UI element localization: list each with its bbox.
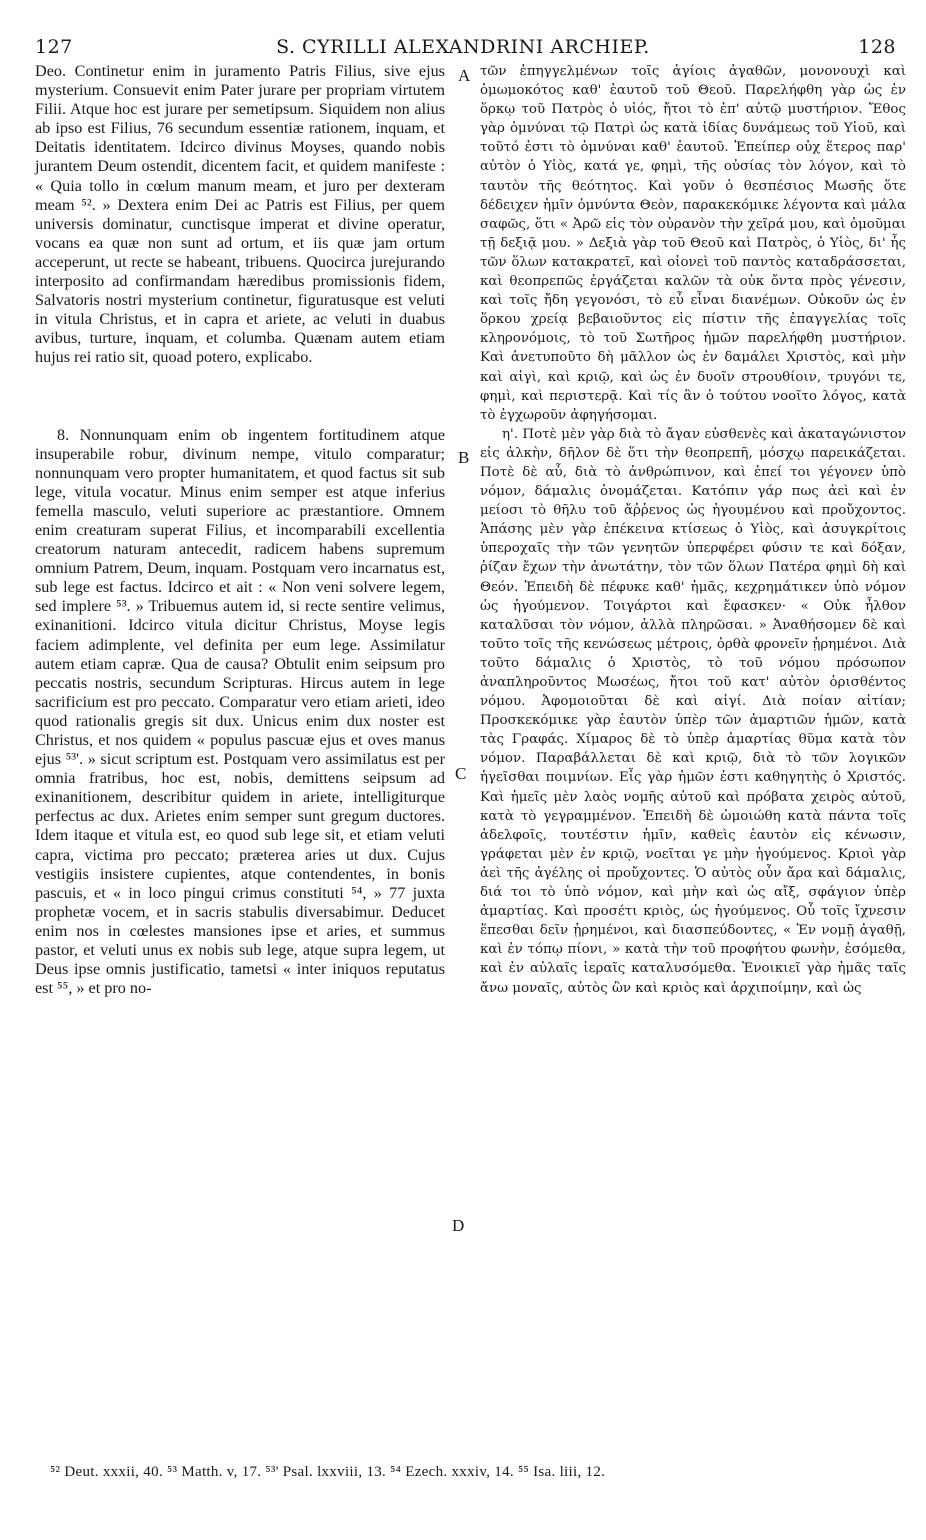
- margin-letter-b: B: [458, 448, 470, 467]
- greek-paragraph-2: η'. Ποτὲ μὲν γὰρ διὰ τὸ ἄγαν εὐσθενὲς καὶ ἀκαταγώνιστον εἰς ἀλκὴν, δῆλον δὲ ὅτι τὴν θεοπρεπῆ, μόσχῳ παρεικάζεται. Ποτὲ δὲ αὖ, διὰ τὸ ἀνθρώπινον, καὶ ἐπεί τοι γέγονεν ὑπὸ νόμον, δάμαλις ὀνομάζεται. Κατόπιν γάρ πως ἀεὶ καὶ ἐν μείοσι τὸ θῆλυ τοῦ ἄῤῥενος ὡς ἡγουμένου καὶ προὔχοντος. Ἁπάσης μὲν γὰρ ἐπέκεινα κτίσεως ὁ Υἱὸς, καὶ ἀσυγκρίτοις ὑπεροχαῖς τὴν τῶν γενητῶν ὑπερφέρει φύσιν τε καὶ δόξαν, ῥίζαν ἔχων τὴν ἀνωτάτην, τὸν τῶν ὅλων Πατέρα φημὶ δὴ καὶ Θεόν. Ἐπειδὴ δὲ πέφυκε καθ' ἡμᾶς, κεχρημάτικεν ὑπὸ νόμον ὡς ἡγούμενον. Τοιγάρτοι καὶ ἔφασκεν· « Οὐκ ἦλθον καταλῦσαι τὸν νόμον, ἀλλὰ πληρῶσαι. » Ἀναθήσομεν δὲ καὶ τοῦτο τοῖς τῆς κενώσεως μέτροις, ὀρθὰ φρονεῖν ᾑρημένοι. Διὰ τοῦτο δάμαλις ὁ Χριστὸς, τὸ τοῦ νόμου πρόσωπον ἀναπληροῦντος Μωσέως, ἤτοι τοῦ κατ' αὐτὸν ὁρισθέντος νόμου. Ἀφομοιοῦται δὲ καὶ αἰγί. Διὰ ποίαν αἰτίαν; Προσκεκόμικε γὰρ ἑαυτὸν ὑπὲρ τῶν ἁμαρτιῶν ἡμῶν, κατὰ τὰς Γραφάς. Χίμαρος δὲ τὸ ὑπὲρ ἁμαρτίας θῦμα κατὰ τὸν νόμον. Παραβάλλεται δὲ καὶ κριῷ, διὰ τὸ τῶν λογικῶν ἡγεῖσθαι ποιμνίων. Εἷς γὰρ ἡμῶν ἐστι καθηγητὴς ὁ Χριστός. Καὶ ἡμεῖς μὲν λαὸς νομῆς αὐτοῦ καὶ πρόβατα χειρὸς αὐτοῦ, κατὰ τὸ γεγραμμένον. Ἐπειδὴ δὲ ὡμοιώθη κατὰ πάντα τοῖς ἀδελφοῖς, τουτέστιν ἡμῖν, καθεὶς ἑαυτὸν εἰς κένωσιν, γράφεται μὲν ἐν κριῷ, νοεῖται γε μὴν ἡγούμενος. Κριοὶ γὰρ ἀεὶ τῆς ἀγέλης οἱ προὔχοντες. Ὁ αὐτὸς οὖν ἄρα καὶ δάμαλις, διά τοι τὸ ὑπὸ νόμον, καὶ μὴν καὶ ὡς αἴξ, σφάγιον ὑπὲρ ἁμαρτίας. Καὶ προσέτι κριὸς, ὡς ἡγούμενος. Οὗ τοῖς ἴχνεσιν ἕπεσθαι δεῖν ᾑρημένοι, καὶ διασπεύδοντες, « Ἐν νομῇ ἀγαθῇ, καὶ ἐν τόπῳ πίονι, » κατὰ τὴν τοῦ προφήτου φωνὴν, ἐσόμεθα, καὶ ἐν αὐλαῖς ἱεραῖς καταλυσόμεθα. Ἐνοικιεῖ γὰρ ἡμᾶς ταῖς ἄνω μοναῖς, αὐτὸς ὢν καὶ κριὸς καὶ ἀρχιποίμην, καὶ ὡς: [480, 426, 906, 996]
- latin-paragraph-2: 8. Nonnunquam enim ob ingentem fortitudinem atque insuperabile robur, divinum nempe, vitulo comparatur; nonnunquam vero propter humanitatem, et quod factus sit sub lege, vitula vocatur. Minus enim semper est atque inferius femella masculo, veluti superiore ac præstantiore. Omnem enim creaturam superat Filius, et incomparabili excellentia creatorum naturam antecedit, radicem habens supremum omnium Patrem, Deum, inquam. Postquam vero incarnatus est, sub lege est factus. Idcirco et ait : « Non veni solvere legem, sed implere ⁵³. » Tribuemus autem id, si recte sentire velimus, exinanitioni. Idcirco vitula dicitur Christus, Moyse legis faciem adimplente, vel definita per eum lege. Assimilatur autem etiam capræ. Qua de causa? Obtulit enim seipsum pro peccatis nostris, secundum Scripturas. Hircus autem in lege sacrificium est pro peccato. Comparatur vero etiam arieti, ideo quod rationalis gregis sit dux. Unicus enim dux noster est Christus, et nos quidem « populus pascuæ ejus et oves manus ejus ⁵³'. » sicut scriptum est. Postquam vero assimilatus est per omnia fratribus, hoc est, nobis, demittens seipsum ad exinanitionem, describitur quidem in ariete, intelligiturque perfectus ac dux. Arietes enim semper sunt gregum ductores. Idem itaque et vitula est, eo quod sub lege sit, et etiam veluti capra, victima pro peccato; præterea aries ut dux. Cujus vestigiis insistere cupientes, atque contendentes, in bonis pascuis, et « in loco pingui crimus constituti ⁵⁴, » 77 juxta prophetæ vocem, et in sacris stabulis diversabimur. Deducet enim nos in cœlestes mansiones ipse et aries, et summus pastor, et veluti unus ex nobis sub lege, atque supra legem, ut Deus ipse omnis justificatio, tametsi « inter iniquos reputatus est ⁵⁵, » et pro no-: [35, 425, 445, 998]
- paragraph-gap: [35, 368, 445, 426]
- page-header: [0, 36, 926, 62]
- greek-paragraph-1: τῶν ἐπηγγελμένων τοῖς ἁγίοις ἀγαθῶν, μονονουχὶ καὶ ὁμωμοκότος καθ' ἑαυτοῦ τοῦ Θεοῦ. Παρελήφθη γὰρ ὡς ἐν ὅρκῳ τοῦ Πατρὸς ὁ υἱός, ἤτοι τὸ ἐπ' αὐτῷ μυστήριον. Ἔθος γὰρ ὀμνύναι τῷ Πατρὶ ὡς κατὰ ἰδίας δυνάμεως τοῦ Υἱοῦ, καὶ τοῦτό ἐστι τὸ ὀμνύναι καθ' ἑαυτοῦ. Ἐπείπερ οὐχ ἕτερος παρ' αὐτὸν ὁ Υἱὸς, κατά γε, φημὶ, τῆς οὐσίας τὸν λόγον, καὶ τὸ ταυτὸν τῆς θεότητος. Καὶ γοῦν ὁ θεσπέσιος Μωσῆς ὅτε δέδειχεν ἡμῖν ὀμνύντα Θεὸν, παρακεκόμικε λέγοντα καὶ μάλα σαφῶς, ὅτι « Ἀρῶ εἰς τὸν οὐρανὸν τὴν χεῖρά μου, καὶ ὀμοῦμαι τῇ δεξιᾷ μου. » Δεξιὰ γὰρ τοῦ Θεοῦ καὶ Πατρὸς, ὁ Υἱὸς, δι' ἧς τῶν ὅλων κατακρατεῖ, καὶ οἱονεὶ τοῦ παντὸς καταδράσσεται, καὶ θεοπρεπῶς ἐργάζεται καλῶν τὰ οὐκ ὄντα πρὸς γένεσιν, καὶ τοῖς ἤδη γεγονόσι, τὸ εὖ εἶναι διανέμων. Οὐκοῦν ὡς ἐν ὅρκου χρείᾳ βεβαιοῦντος εἰς πίστιν τῆς ἐπαγγελίας τοῖς κληρονόμοις, τὸ τοῦ Σωτῆρος ἡμῶν παρελήφθη μυστήριον. Καὶ ἀνετυποῦτο δὴ μᾶλλον ὡς ἐν δαμάλει Χριστὸς, καὶ μὴν καὶ αἰγὶ, καὶ κριῷ, καὶ ὡς ἐν δυοῖν στρουθίοιν, τρυγόνι τε, φημὶ, καὶ περιστερᾷ. Καὶ τίς ἂν ὁ τούτου νοοῖτο λόγος, κατὰ τὸ ἐγχωροῦν ἀφηγήσομαι.: [480, 64, 906, 423]
- latin-column: [35, 62, 445, 998]
- margin-letter-c: C: [455, 764, 467, 783]
- running-title: S. CYRILLI ALEXANDRINI ARCHIEP.: [276, 36, 650, 58]
- greek-column: [480, 62, 906, 998]
- latin-paragraph-1: Deo. Continetur enim in juramento Patris Filius, sive ejus mysterium. Consuevit enim Pater jurare per propriam virtutem Filii. Atque hoc est jurare per semetipsum. Siquidem non alius ab ipso est Filius, 76 secundum essentiæ rationem, inquam, et Deitatis identitatem. Idcirco divinus Moyses, quando nobis jurantem Deum ostendit, dicentem facit, et quidem manifeste : « Quia tollo in cœlum manum meam, et juro per dexteram meam ⁵². » Dextera enim Dei ac Patris est Filius, per quem universis dominatur, cunctisque imperat et divine operatur, vocans ea quæ non sunt ad ortum, et iis quæ jam ortum acceperunt, ut recte se habeant, tribuens. Quocirca jurejurando interposito ad confirmandam hæredibus promissionis fidem, Salvatoris nostri mysterium continetur, figuratusque est veluti in vitula Christus, et in capra et ariete, ac veluti in duabus avibus, turture, inquam, et columba. Quænam autem etiam hujus rei ratio sit, quoad potero, explicabo.: [35, 62, 445, 367]
- margin-letter-d: D: [452, 1216, 465, 1235]
- margin-letter-a: A: [458, 66, 471, 85]
- footnotes: ⁵² Deut. xxxii, 40. ⁵³ Matth. v, 17. ⁵³' Psal. lxxviii, 13. ⁵⁴ Ezech. xxxiv, 14. ⁵⁵ Isa. liii, 12.: [50, 1464, 606, 1480]
- page-number-right: 128: [858, 36, 896, 58]
- page-number-left: 127: [35, 36, 73, 58]
